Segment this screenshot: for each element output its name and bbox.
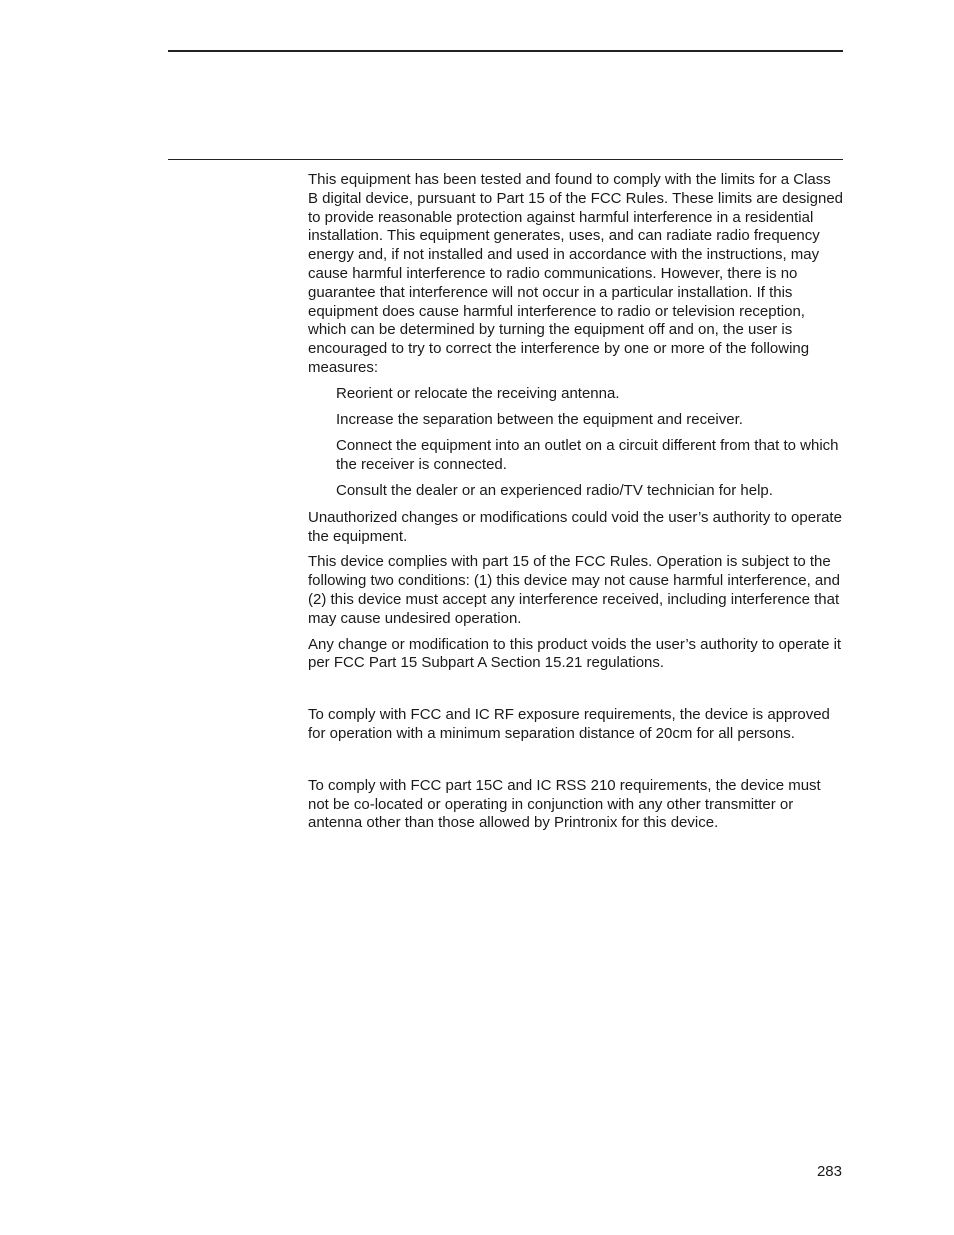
page-number: 283 [816,1163,842,1180]
list-item: Reorient or relocate the receiving antenna. [336,384,620,402]
list-item: Consult the dealer or an experienced radio/TV technician for help. [336,482,773,500]
interference-measures-list [308,385,844,501]
list-item: Increase the separation between the equipment and receiver. [336,411,743,429]
header-rule-top [168,50,843,52]
modification-voids-paragraph: Any change or modification to this product voids the user’s authority to operate it per FCC Part 15 Subpart A Section 15.21 regulations. [308,635,842,672]
header-rule-bottom [168,159,843,160]
unauthorized-changes-paragraph: Unauthorized changes or modifications could void the user’s authority to operate the equipment. [308,508,842,545]
document-body [308,171,844,840]
list-item: Connect the equipment into an outlet on a circuit different from that to which the receiver is connected. [336,437,839,474]
fcc-intro-paragraph: This equipment has been tested and found to comply with the limits for a Class B digital device, pursuant to Part 15 of the FCC Rules. These limits are designed to provide reasonable protection against harmful interference in a residential installation. This equipment generates, uses, and can radiate radio frequency energy and, if not installed and used in accordance with the instructions, may cause harmful interference to radio communications. However, there is no guarantee that interference will not occur in a particular installation. If this equipment does cause harmful interference to radio or television reception, which can be determined by turning the equipment off and on, the user is encouraged to try to correct the interference by one or more of the following measures: [308,171,843,376]
co-location-paragraph: To comply with FCC part 15C and IC RSS 210 requirements, the device must not be co-located or operating in conjunction with any other transmitter or antenna other than those allowed by Printronix for this device. [308,776,821,832]
part15-conditions-paragraph: This device complies with part 15 of the FCC Rules. Operation is subject to the following two conditions: (1) this device may not cause harmful interference, and (2) this device must accept any interference received, including interference that may cause undesired operation. [308,553,840,627]
rf-exposure-paragraph: To comply with FCC and IC RF exposure requirements, the device is approved for operation with a minimum separation distance of 20cm for all persons. [308,706,830,742]
